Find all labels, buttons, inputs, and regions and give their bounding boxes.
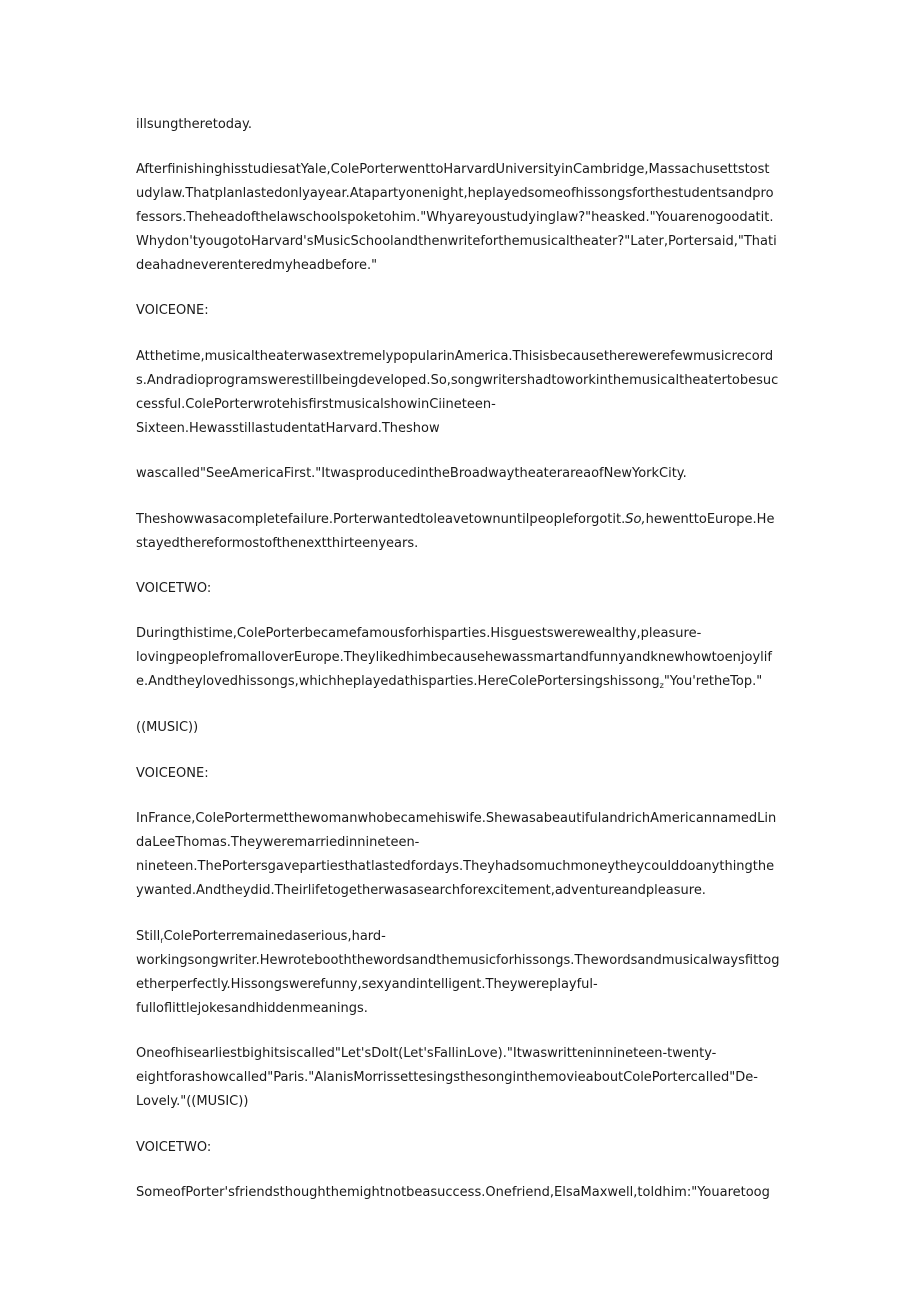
speaker-label: VOICEONE: xyxy=(136,303,209,318)
text-line: Whydon'tyougotoHarvard'sMusicSchoolandthenwriteforthemusicaltheater?"Later,Portersaid,"Thati xyxy=(136,234,777,249)
music-cue: ((MUSIC)) xyxy=(136,720,199,735)
text-line: stayedthereformostofthenextthirteenyears. xyxy=(136,536,419,551)
text-line: Atthetime,musicaltheaterwasextremelypopularinAmerica.Thisisbecausetherewerefewmusicrecord xyxy=(136,349,774,364)
text-line: Duringthistime,ColePorterbecamefamousforhisparties.Hisguestswerewealthy,pleasure- xyxy=(136,626,702,641)
text-line xyxy=(136,929,386,949)
text-line: deahadneverenteredmyheadbefore." xyxy=(136,258,378,273)
text-segment: Still xyxy=(136,929,161,944)
text-line: SomeofPorter'sfriendsthoughthemightnotbeasuccess.Onefriend,ElsaMaxwell,toldhim:"Youaretoog xyxy=(136,1185,770,1200)
text-line: Lovely."((MUSIC)) xyxy=(136,1094,249,1109)
text-segment-italic: So, xyxy=(625,512,646,527)
text-line: ywanted.Andtheydid.Theirlifetogetherwasasearchforexcitement,adventureandpleasure. xyxy=(136,883,706,898)
speaker-label: VOICETWO: xyxy=(136,1140,212,1155)
text-segment: hewenttoEurope.He xyxy=(645,512,775,527)
text-segment-subscript: r xyxy=(160,936,164,945)
text-line: fulloflittlejokesandhiddenmeanings. xyxy=(136,1001,368,1016)
text-line: udylaw.Thatplanlastedonlyayear.Atapartyonenight,heplayedsomeofhissongsforthestudentsandpro xyxy=(136,186,774,201)
text-line: AfterfinishinghisstudiesatYale,ColePorterwenttoHarvardUniversityinCambridge,Massachusettstost xyxy=(136,162,770,177)
text-line: InFrance,ColePortermetthewomanwhobecamehiswife.ShewasabeautifulandrichAmericannamedLin xyxy=(136,811,777,826)
text-line: s.Andradioprogramswerestillbeingdeveloped.So,songwritershadtoworkinthemusicaltheatertobesuc xyxy=(136,373,779,388)
text-segment: Theshowwasacompletefailure.Porterwantedtoleavetownuntilpeopleforgotit. xyxy=(136,512,626,527)
text-line: daLeeThomas.Theyweremarriedinnineteen- xyxy=(136,835,420,850)
text-line xyxy=(136,674,762,694)
text-line: lovingpeoplefromalloverEurope.Theylikedhimbecausehewassmartandfunnyandknewhowtoenjoylif xyxy=(136,650,772,665)
text-segment: e.Andtheylovedhissongs,whichheplayedathisparties.HereColePortersingshissong xyxy=(136,674,660,689)
text-segment: "You'retheTop." xyxy=(663,674,763,689)
text-segment: ColePorterremainedaserious,hard- xyxy=(163,929,386,944)
text-line: illsungtheretoday. xyxy=(136,117,252,132)
speaker-label: VOICEONE: xyxy=(136,766,209,781)
text-line: Sixteen.HewasstillastudentatHarvard.Theshow xyxy=(136,421,440,436)
text-line: workingsongwriter.Hewrotebooththewordsandthemusicforhissongs.Thewordsandmusicalwaysfittog xyxy=(136,953,780,968)
text-line: eightforashowcalled"Paris."AlanisMorrissettesingsthesonginthemovieaboutColePortercalled"De- xyxy=(136,1070,758,1085)
text-line: fessors.Theheadofthelawschoolspoketohim."Whyareyoustudyinglaw?"heasked."Youarenogoodatit. xyxy=(136,210,774,225)
speaker-label: VOICETWO: xyxy=(136,581,212,596)
text-segment-subscript: z xyxy=(659,681,664,690)
text-line: Oneofhisearliestbighitsiscalled"Let'sDoIt(Let'sFallinLove)."Itwaswritteninnineteen-twenty- xyxy=(136,1046,717,1061)
text-line xyxy=(136,512,774,528)
text-line: cessful.ColePorterwrotehisfirstmusicalshowinCiineteen- xyxy=(136,397,496,412)
text-line: wascalled"SeeAmericaFirst."ItwasproducedintheBroadwaytheaterareaofNewYorkCity. xyxy=(136,466,687,481)
text-line: nineteen.ThePortersgavepartiesthatlastedfordays.Theyhadsomuchmoneytheycoulddoanythingthe xyxy=(136,859,775,874)
text-line: etherperfectly.Hissongswerefunny,sexyandintelligent.Theywereplayful- xyxy=(136,977,598,992)
